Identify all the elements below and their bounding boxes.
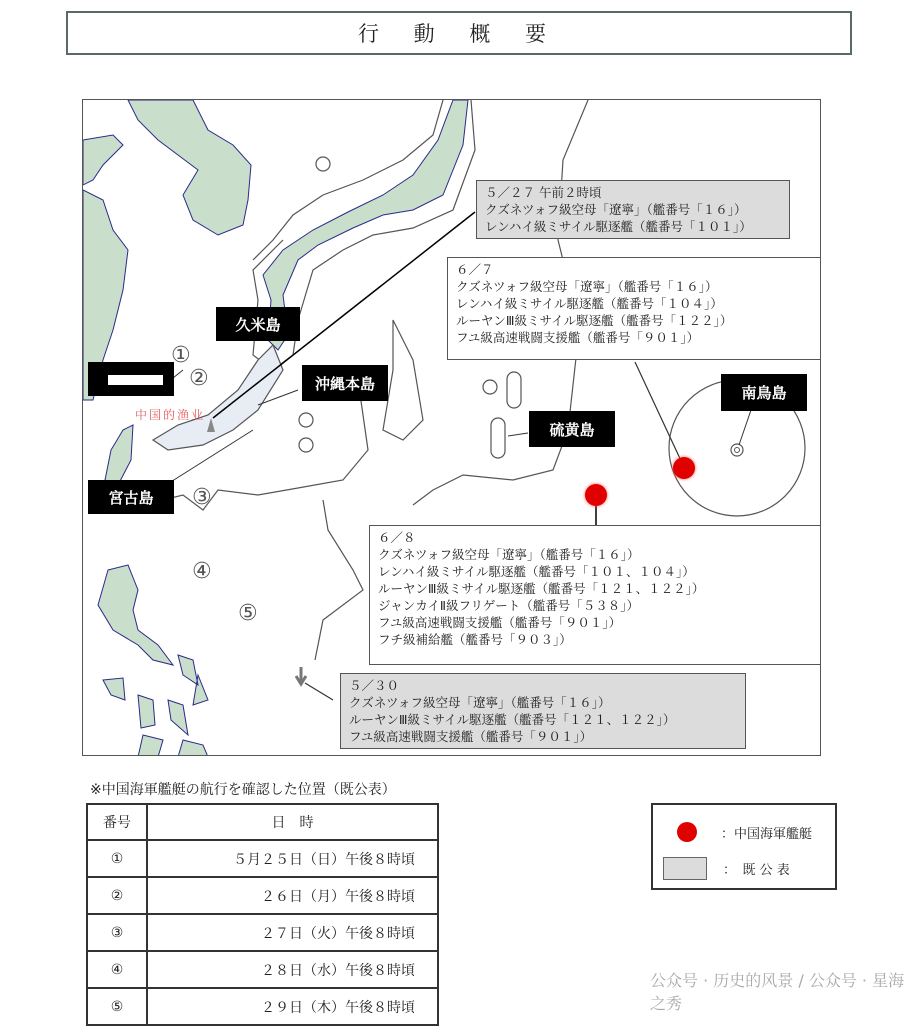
- red-overlay-text: 中国的渔业: [135, 408, 206, 422]
- red-dot-icon: [677, 822, 697, 842]
- callout-line: レンハイ級ミサイル駆逐艦（艦番号「１０４」）: [456, 296, 723, 311]
- header-datetime: 日 時: [147, 804, 438, 840]
- callout-line: ５／２７ 午前２時頃: [485, 185, 602, 200]
- cell-number: ①: [87, 840, 147, 877]
- cell-datetime: ２６日（月）午後８時頃: [147, 877, 438, 914]
- callout-line: ５／３０: [349, 678, 400, 693]
- callout-line: フチ級補給艦（艦番号「９０３」）: [378, 632, 572, 647]
- callout-may30: [340, 673, 746, 749]
- callout-line: クズネツォフ級空母「遼寧」（艦番号「１６」）: [349, 695, 611, 710]
- callout-line: フユ級高速戦闘支援艦（艦番号「９０１」）: [378, 615, 622, 630]
- legend-label: ：中国海軍艦艇: [721, 826, 813, 842]
- callout-may27: [476, 180, 790, 239]
- position-marker-3: ③: [192, 485, 212, 510]
- map-legend: [651, 803, 837, 890]
- table-row: [87, 914, 438, 951]
- place-label-kumejima: 久米島: [216, 307, 300, 341]
- position-table: [86, 803, 439, 1026]
- position-marker-4: ④: [192, 559, 212, 584]
- chinese-ship-marker: [673, 457, 695, 479]
- table-note: ※中国海軍艦艇の航行を確認した位置（既公表）: [90, 782, 396, 798]
- header-number: 番号: [87, 804, 147, 840]
- callout-line: クズネツォフ級空母「遼寧」（艦番号「１６」）: [456, 279, 718, 294]
- callout-line: フユ級高速戦闘支援艦（艦番号「９０１」）: [349, 729, 593, 744]
- position-marker-1: ①: [171, 343, 191, 368]
- cell-number: ④: [87, 951, 147, 988]
- callout-line: フユ級高速戦闘支援艦（艦番号「９０１」）: [456, 330, 700, 345]
- table-row: [87, 840, 438, 877]
- position-marker-2: ②: [189, 366, 209, 391]
- callout-line: ルーヤンⅢ級ミサイル駆逐艦（艦番号「１２１、１２２」）: [378, 581, 705, 596]
- cell-datetime: ２７日（火）午後８時頃: [147, 914, 438, 951]
- callout-line: レンハイ級ミサイル駆逐艦（艦番号「１０１」）: [485, 219, 752, 234]
- place-label-okinawa: 沖縄本島: [302, 365, 388, 401]
- callout-line: クズネツォフ級空母「遼寧」（艦番号「１６」）: [378, 547, 640, 562]
- callout-line: クズネツォフ級空母「遼寧」（艦番号「１６」）: [485, 202, 747, 217]
- map: [82, 99, 821, 756]
- watermark: 公众号 · 历史的风景 / 公众号 · 星海之秀: [650, 971, 905, 1013]
- title-box: [66, 11, 852, 55]
- cell-datetime: ２８日（水）午後８時頃: [147, 951, 438, 988]
- position-marker-5: ⑤: [238, 601, 258, 626]
- redaction-smudge: [108, 375, 163, 385]
- table-header-row: [87, 804, 438, 840]
- place-label-minamitorishima: 南鳥島: [721, 374, 807, 411]
- gray-box-icon: [663, 857, 707, 880]
- cell-number: ②: [87, 877, 147, 914]
- callout-line: ルーヤンⅢ級ミサイル駆逐艦（艦番号「１２１、１２２」）: [349, 712, 676, 727]
- table-row: [87, 988, 438, 1025]
- legend-item-published: [653, 857, 835, 880]
- cell-datetime: ５月２５日（日）午後８時頃: [147, 840, 438, 877]
- chinese-ship-marker: [585, 484, 607, 506]
- cell-datetime: ２９日（木）午後８時頃: [147, 988, 438, 1025]
- cell-number: ③: [87, 914, 147, 951]
- callout-jun8: [369, 525, 821, 665]
- table-row: [87, 951, 438, 988]
- callout-line: ルーヤンⅢ級ミサイル駆逐艦（艦番号「１２２」）: [456, 313, 733, 328]
- legend-item-ship: [653, 822, 835, 842]
- callout-line: レンハイ級ミサイル駆逐艦（艦番号「１０１、１０４」）: [378, 564, 695, 579]
- place-label-ioto: 硫黄島: [529, 411, 615, 447]
- cell-number: ⑤: [87, 988, 147, 1025]
- callout-line: ６／７: [456, 262, 494, 277]
- callout-line: ６／８: [378, 530, 416, 545]
- legend-label: ： 既 公 表: [723, 863, 790, 878]
- page-title: 行 動 概 要: [357, 22, 561, 46]
- place-label-miyakojima: 宮古島: [88, 480, 174, 514]
- callout-line: ジャンカイⅡ級フリゲート（艦番号「５３８」）: [378, 598, 640, 613]
- table-row: [87, 877, 438, 914]
- callout-jun7: [447, 257, 821, 360]
